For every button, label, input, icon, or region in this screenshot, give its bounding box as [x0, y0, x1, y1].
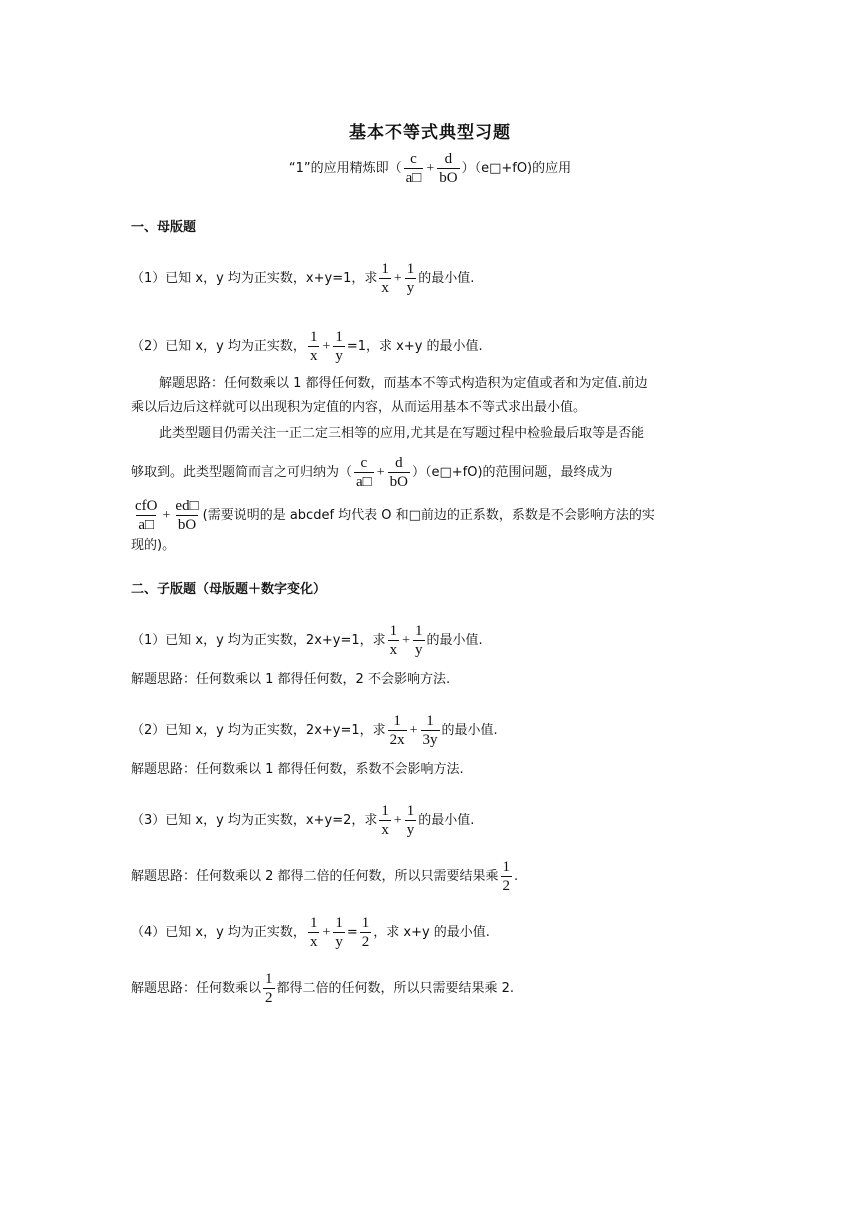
- question-text: （1）已知 x，y 均为正实数，x+y=1，求: [131, 271, 378, 286]
- fraction: [333, 914, 345, 951]
- frac-num: 1: [406, 261, 415, 277]
- question-text: （4）已知 x，y 均为正实数，: [131, 925, 306, 940]
- frac-den: 2: [265, 990, 273, 1006]
- fraction: [354, 454, 374, 491]
- question-1: [131, 260, 474, 297]
- question-text: （2）已知 x，y 均为正实数，: [131, 339, 306, 354]
- question-text: ，求 x+y 的最小值.: [373, 925, 490, 940]
- plus-sign: +: [409, 722, 418, 738]
- fraction: [421, 712, 440, 749]
- frac-num: ed□: [175, 498, 199, 514]
- frac-den: y: [335, 348, 343, 364]
- sub-question-1: [131, 622, 483, 659]
- frac-num: 1: [309, 329, 318, 345]
- fraction: [379, 260, 391, 297]
- frac-den: x: [381, 280, 389, 296]
- hint-paragraph-2-line-2: [131, 454, 613, 491]
- hint-text: .: [514, 869, 519, 884]
- frac-num: 1: [426, 713, 434, 729]
- frac-num: 1: [335, 329, 343, 345]
- hint-paragraph-1-line-2: 乘以后边后这样就可以出现积为定值的内容，从而运用基本不等式求出最小值。: [131, 400, 587, 415]
- fraction: [405, 802, 417, 839]
- frac-num: 1: [389, 623, 398, 639]
- frac-den: x: [381, 822, 389, 838]
- frac-num: 1: [361, 915, 370, 931]
- equals-sign: =: [346, 925, 358, 940]
- frac-den: y: [415, 642, 423, 658]
- frac-den: y: [406, 822, 415, 838]
- sub-question-4: [131, 914, 490, 951]
- paragraph-text: (需要说明的是 abcdef 均代表 O 和□前边的正系数，系数是不会影响方法的实: [202, 508, 655, 523]
- question-text: （1）已知 x，y 均为正实数，2x+y=1，求: [131, 633, 386, 648]
- frac-num: 1: [265, 971, 273, 987]
- frac-den: 3y: [422, 732, 438, 748]
- question-text: 的最小值.: [418, 813, 475, 828]
- plus-sign: +: [376, 464, 385, 480]
- question-text: =1，求 x+y 的最小值.: [346, 339, 483, 354]
- fraction: [405, 260, 417, 297]
- frac-den: 2x: [389, 732, 405, 748]
- sub-question-2: [131, 712, 498, 749]
- frac-den: 2: [361, 934, 370, 950]
- frac-num: 1: [502, 859, 511, 875]
- sub-hint-2: 解题思路：任何数乘以 1 都得任何数，系数不会影响方法.: [131, 762, 464, 777]
- frac-num: 1: [381, 261, 389, 277]
- frac-den: bO: [389, 474, 408, 490]
- question-text: （2）已知 x，y 均为正实数，2x+y=1，求: [131, 723, 386, 738]
- hint-paragraph-1-line-1: 解题思路：任何数乘以 1 都得任何数，而基本不等式构造积为定值或者和为定值.前边: [159, 376, 648, 391]
- fraction-d-over-b: [437, 150, 459, 187]
- frac-den: bO: [177, 517, 197, 533]
- plus-sign: +: [393, 812, 402, 828]
- sub-hint-3: [131, 858, 518, 895]
- fraction: [379, 802, 391, 839]
- fraction: [413, 622, 425, 659]
- frac-num: 1: [393, 713, 401, 729]
- question-text: 的最小值.: [441, 723, 498, 738]
- fraction: [173, 497, 200, 534]
- frac-den: 2: [502, 878, 511, 894]
- plus-sign: +: [402, 632, 411, 648]
- section-heading-master: 一、母版题: [131, 220, 197, 235]
- hint-paragraph-2-line-1: 此类型题目仍需关注一正二定三相等的应用,尤其是在写题过程中检验最后取等是否能: [159, 426, 645, 441]
- hint-text: 解题思路：任何数乘以 2 都得二倍的任何数，所以只需要结果乘: [131, 869, 499, 884]
- frac-num: 1: [381, 803, 389, 819]
- question-text: （3）已知 x，y 均为正实数，x+y=2，求: [131, 813, 378, 828]
- frac-num: cfO: [135, 498, 158, 514]
- frac-num: c: [410, 151, 417, 167]
- question-2: [131, 328, 483, 365]
- question-text: 的最小值.: [426, 633, 483, 648]
- fraction: [388, 454, 410, 491]
- frac-den: y: [335, 934, 343, 950]
- frac-num: d: [444, 151, 453, 167]
- fraction-one-half: [263, 970, 275, 1007]
- frac-den: x: [309, 348, 318, 364]
- frac-num: c: [360, 455, 368, 471]
- plus-sign: +: [426, 160, 435, 176]
- plus-sign: +: [322, 924, 331, 940]
- page-title: 基本不等式典型习题: [349, 123, 511, 143]
- sub-hint-1: 解题思路：任何数乘以 1 都得任何数，2 不会影响方法.: [131, 672, 451, 687]
- plus-sign: +: [162, 507, 171, 523]
- frac-num: 1: [335, 915, 343, 931]
- paragraph-text: ）（e□+fO)的范围问题，最终成为: [411, 465, 613, 480]
- frac-den: a□: [356, 474, 372, 490]
- fraction-c-over-a: [404, 150, 424, 187]
- frac-num: d: [395, 455, 403, 471]
- paragraph-text: 够取到。此类型题简而言之可归纳为（: [131, 465, 353, 480]
- fraction: [388, 622, 400, 659]
- frac-den: a□: [138, 517, 155, 533]
- sub-hint-4: [131, 970, 514, 1007]
- subtitle: [0, 150, 860, 187]
- hint-paragraph-2-line-4: 现的)。: [131, 538, 176, 553]
- subtitle-pre: “1”的应用精炼即（: [288, 161, 402, 176]
- hint-text: 都得二倍的任何数，所以只需要结果乘 2.: [276, 981, 515, 996]
- fraction: [388, 712, 407, 749]
- fraction: [308, 328, 320, 365]
- frac-num: 1: [309, 915, 318, 931]
- frac-den: x: [309, 934, 318, 950]
- fraction: [133, 497, 160, 534]
- subtitle-post: ）（e□+fO)的应用: [461, 161, 572, 176]
- fraction: [333, 328, 345, 365]
- hint-paragraph-2-line-3: [131, 497, 655, 534]
- frac-den: a□: [405, 170, 422, 186]
- plus-sign: +: [393, 270, 402, 286]
- section-heading-child: 二、子版题（母版题＋数字变化）: [131, 582, 327, 597]
- fraction-one-half: [501, 858, 513, 895]
- frac-num: 1: [415, 623, 423, 639]
- frac-den: y: [406, 280, 415, 296]
- fraction-one-half: [360, 914, 372, 951]
- frac-den: x: [389, 642, 398, 658]
- sub-question-3: [131, 802, 474, 839]
- frac-den: bO: [439, 170, 458, 186]
- frac-num: 1: [406, 803, 415, 819]
- plus-sign: +: [322, 338, 331, 354]
- fraction: [308, 914, 320, 951]
- hint-text: 解题思路：任何数乘以: [131, 981, 262, 996]
- question-text: 的最小值.: [418, 271, 475, 286]
